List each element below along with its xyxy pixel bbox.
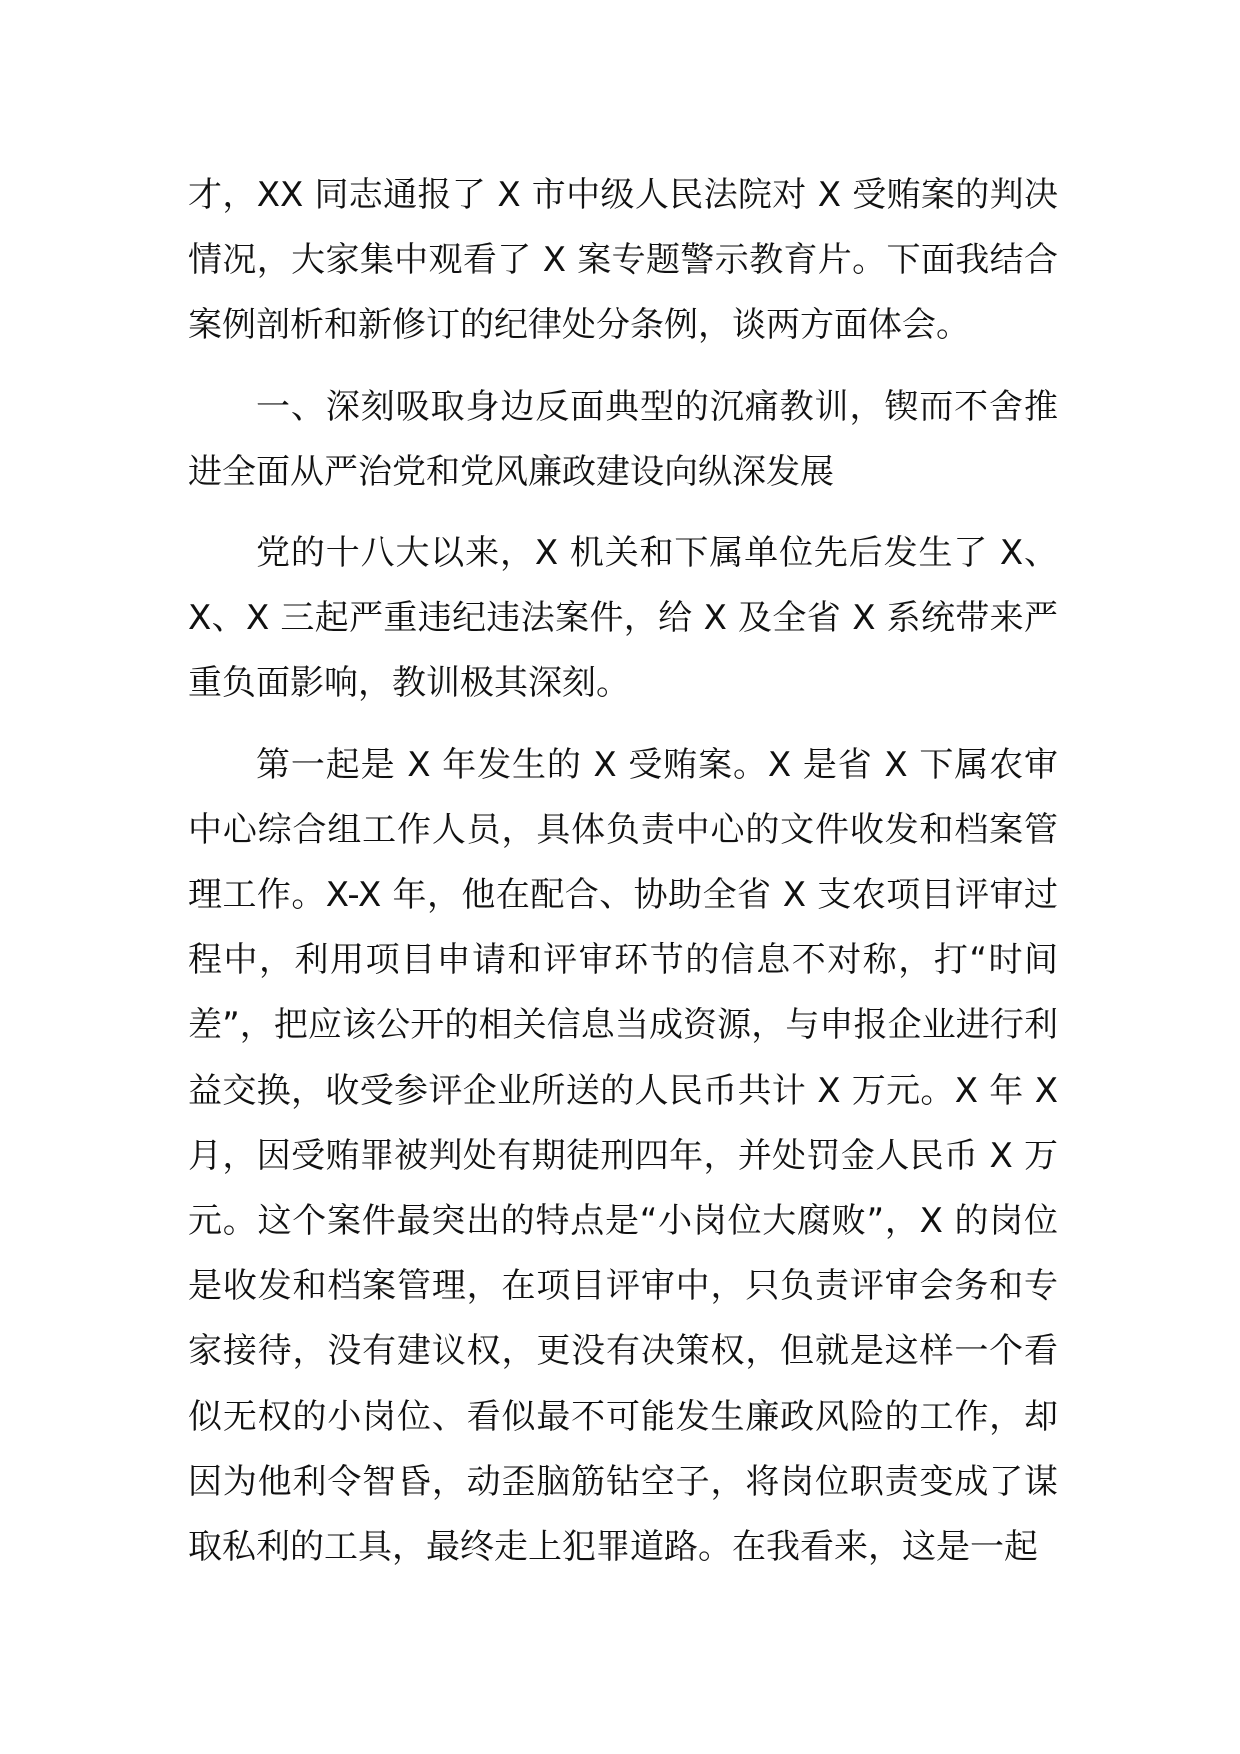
section-heading-1: 一、深刻吸取身边反面典型的沉痛教训，锲而不舍推进全面从严治党和党风廉政建设向纵深发展 bbox=[188, 386, 1058, 492]
paragraph-first-case: 第一起是 X 年发生的 X 受贿案。X 是省 X 下属农审中心综合组工作人员，具体负责中心的文件收发和档案管理工作。X-X 年，他在配合、协助全省 X 支农项目评审过程中，利用项目申请和评审环节的信息不对称，打“时间差”，把应该公开的相关信息当成资源，与申报企业进行利益交换，收受参评企业所送的人民币共计 X 万元。X 年 X 月，因受贿罪被判处有期徒刑四年，并处罚金人民币 X 万元。这个案件最突出的特点是“小岗位大腐败”，X 的岗位是收发和档案管理，在项目评审中，只负责评审会务和专家接待，没有建议权，更没有决策权，但就是这样一个看似无权的小岗位、看似最不可能发生廉政风险的工作，却因为他利令智昏，动歪脑筋钻空子，将岗位职责变成了谋取私利的工具，最终走上犯罪道路。在我看来，这是一起 bbox=[188, 744, 1058, 1568]
paragraph-cases-overview: 党的十八大以来，X 机关和下属单位先后发生了 X、X、X 三起严重违纪违法案件，给 X 及全省 X 系统带来严重负面影响，教训极其深刻。 bbox=[188, 533, 1058, 704]
document-body bbox=[188, 163, 1058, 1580]
paragraph-intro-continuation: 才，XX 同志通报了 X 市中级人民法院对 X 受贿案的判决情况，大家集中观看了 X 案专题警示教育片。下面我结合案例剖析和新修订的纪律处分条例，谈两方面体会。 bbox=[188, 175, 1058, 346]
